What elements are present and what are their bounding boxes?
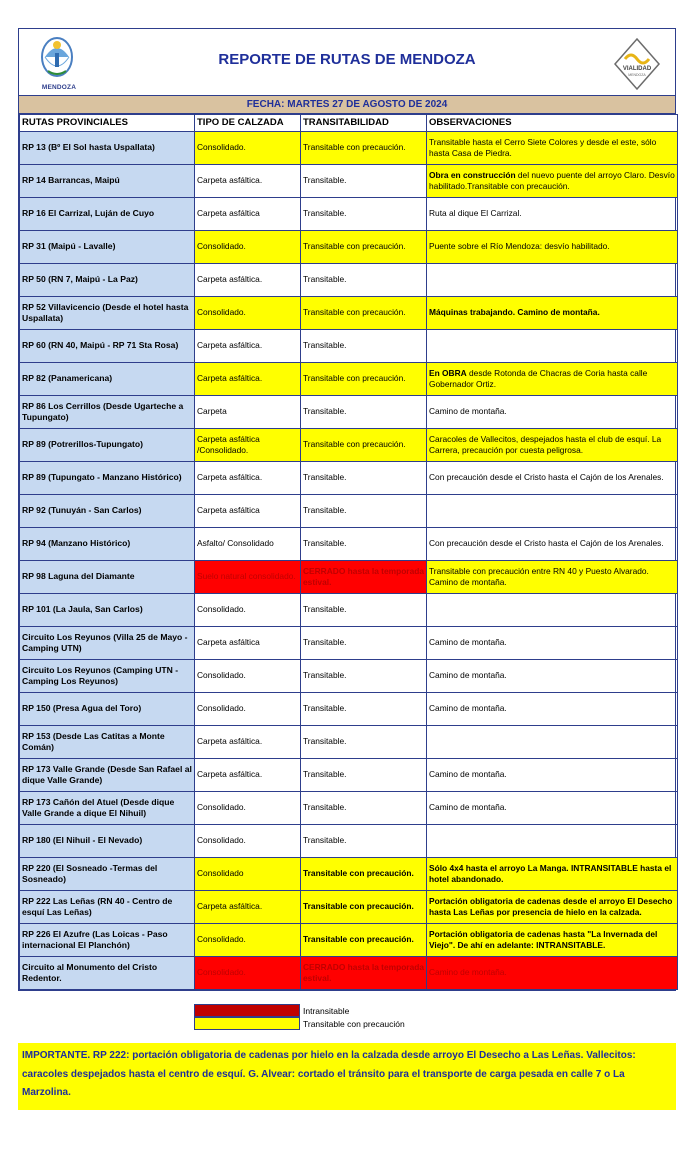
transitabilidad-cell: Transitable. [301, 594, 427, 627]
observation-text: Caracoles de Vallecitos, despejados hasta el club de esquí. La Carrera, precaución por cuesta peligrosa. [429, 433, 662, 455]
legend-label: Intransitable [303, 1005, 350, 1016]
legend-item-intransitable [194, 1004, 405, 1017]
transitabilidad-cell: Transitable. [301, 396, 427, 429]
route-name: RP 92 (Tunuyán - San Carlos) [20, 495, 195, 528]
calzada-cell: Consolidado. [195, 132, 301, 165]
mendoza-logo-caption: MENDOZA [41, 84, 77, 91]
legend-swatch-yellow [194, 1017, 300, 1030]
route-name: RP 173 Valle Grande (Desde San Rafael al dique Valle Grande) [20, 759, 195, 792]
observation-text: Camino de montaña. [429, 703, 507, 714]
observaciones-cell [427, 957, 678, 990]
route-name: RP 222 Las Leñas (RN 40 - Centro de esquí Las Leñas) [20, 891, 195, 924]
observaciones-cell [427, 726, 678, 759]
observation-highlight: Portación obligatoria de cadenas desde el arroyo El Desecho hasta Las Leñas por presencia de hielo en la calzada. [429, 895, 673, 917]
observaciones-cell [427, 165, 678, 198]
table-row [20, 957, 678, 990]
transitabilidad-cell: Transitable. [301, 165, 427, 198]
calzada-cell: Carpeta asfáltica. [195, 330, 301, 363]
observation-text: Camino de montaña. [429, 637, 507, 648]
transitabilidad-cell: Transitable. [301, 264, 427, 297]
observaciones-cell [427, 264, 678, 297]
legend-item-precaucion [194, 1017, 405, 1030]
table-row [20, 495, 678, 528]
table-row [20, 726, 678, 759]
observation-text: Transitable hasta el Cerro Siete Colores y desde el este, sólo hasta Casa de Piedra. [429, 136, 657, 158]
observation-highlight: Sólo 4x4 hasta el arroyo La Manga. INTRANSITABLE hasta el hotel abandonado. [429, 862, 672, 884]
calzada-cell: Carpeta asfáltica /Consolidado. [195, 429, 301, 462]
transitabilidad-cell: Transitable. [301, 528, 427, 561]
transitabilidad-cell: CERRADO hasta la temporada estival. [301, 957, 427, 990]
observation-highlight: Portación obligatoria de cadenas hasta "La Invernada del Viejo". De ahí en adelante: INTRANSITABLE. [429, 928, 658, 950]
calzada-cell: Carpeta asfáltica [195, 627, 301, 660]
calzada-cell: Carpeta asfáltica. [195, 759, 301, 792]
route-name: RP 60 (RN 40, Maipú - RP 71 Sta Rosa) [20, 330, 195, 363]
transitabilidad-cell: Transitable con precaución. [301, 858, 427, 891]
transitabilidad-cell: CERRADO hasta la temporada estival. [301, 561, 427, 594]
route-name: RP 98 Laguna del Diamante [20, 561, 195, 594]
observation-text: Con precaución desde el Cristo hasta el Cajón de los Arenales. [429, 472, 664, 483]
observaciones-cell [427, 528, 678, 561]
observaciones-cell [427, 594, 678, 627]
observation-text: Transitable con precaución entre RN 40 y Puesto Alvarado. Camino de montaña. [429, 565, 649, 587]
transitabilidad-cell: Transitable con precaución. [301, 429, 427, 462]
route-name: RP 86 Los Cerrillos (Desde Ugarteche a Tupungato) [20, 396, 195, 429]
calzada-cell: Consolidado. [195, 594, 301, 627]
route-name: RP 220 (El Sosneado -Termas del Sosneado) [20, 858, 195, 891]
table-row [20, 825, 678, 858]
table-row [20, 396, 678, 429]
calzada-cell: Carpeta asfáltica. [195, 891, 301, 924]
routes-table-body [20, 132, 678, 990]
route-name: RP 13 (Bº El Sol hasta Uspallata) [20, 132, 195, 165]
table-row [20, 759, 678, 792]
calzada-cell: Consolidado [195, 858, 301, 891]
calzada-cell: Consolidado. [195, 660, 301, 693]
observaciones-cell [427, 297, 678, 330]
table-row [20, 792, 678, 825]
observaciones-cell [427, 627, 678, 660]
transitabilidad-cell: Transitable. [301, 495, 427, 528]
observation-text: Ruta al dique El Carrizal. [429, 208, 522, 219]
table-row [20, 297, 678, 330]
table-row [20, 363, 678, 396]
observaciones-cell [427, 924, 678, 957]
observaciones-cell [427, 660, 678, 693]
route-name: RP 150 (Presa Agua del Toro) [20, 693, 195, 726]
route-name: RP 82 (Panamericana) [20, 363, 195, 396]
vialidad-logo [613, 37, 661, 91]
table-row [20, 165, 678, 198]
observation-text: Camino de montaña. [429, 802, 507, 813]
route-name: RP 101 (La Jaula, San Carlos) [20, 594, 195, 627]
route-name: RP 16 El Carrizal, Luján de Cuyo [20, 198, 195, 231]
observation-text: Camino de montaña. [429, 670, 507, 681]
route-name: RP 226 El Azufre (Las Loicas - Paso internacional El Planchón) [20, 924, 195, 957]
column-header-observaciones: OBSERVACIONES [427, 115, 678, 132]
transitabilidad-cell: Transitable. [301, 660, 427, 693]
calzada-cell: Carpeta [195, 396, 301, 429]
route-name: Circuito al Monumento del Cristo Redentor. [20, 957, 195, 990]
calzada-cell: Consolidado. [195, 957, 301, 990]
observaciones-cell [427, 825, 678, 858]
transitabilidad-cell: Transitable. [301, 198, 427, 231]
column-header-route: RUTAS PROVINCIALES [20, 115, 195, 132]
route-name: RP 31 (Maipú - Lavalle) [20, 231, 195, 264]
calzada-cell: Consolidado. [195, 693, 301, 726]
page-title: REPORTE DE RUTAS DE MENDOZA [218, 51, 476, 68]
table-row [20, 561, 678, 594]
report-date: FECHA: MARTES 27 DE AGOSTO DE 2024 [19, 95, 675, 114]
observaciones-cell [427, 396, 678, 429]
observation-text: del nuevo puente del arroyo Claro. Desvío habilitado.Transitable con precaución. [429, 169, 675, 191]
vialidad-logo-sub: MENDOZA [628, 73, 646, 77]
table-row [20, 330, 678, 363]
table-row [20, 132, 678, 165]
table-row [20, 693, 678, 726]
observaciones-cell [427, 330, 678, 363]
calzada-cell: Consolidado. [195, 825, 301, 858]
calzada-cell: Suelo natural consolidado. [195, 561, 301, 594]
report-header [19, 29, 675, 95]
legend-swatch-red [194, 1004, 300, 1017]
transitabilidad-cell: Transitable. [301, 627, 427, 660]
calzada-cell: Carpeta asfáltica [195, 198, 301, 231]
observaciones-cell [427, 858, 678, 891]
observation-text: Camino de montaña. [429, 967, 507, 978]
calzada-cell: Carpeta asfáltica. [195, 462, 301, 495]
calzada-cell: Consolidado. [195, 297, 301, 330]
observation-text: desde Rotonda de Chacras de Coria hasta calle Gobernador Ortiz. [429, 367, 648, 389]
observaciones-cell [427, 429, 678, 462]
table-row [20, 429, 678, 462]
route-name: RP 180 (El Nihuil - El Nevado) [20, 825, 195, 858]
legend [194, 1004, 405, 1030]
route-name: RP 52 Villavicencio (Desde el hotel hasta Uspallata) [20, 297, 195, 330]
observaciones-cell [427, 759, 678, 792]
vialidad-icon [613, 37, 661, 91]
table-row [20, 264, 678, 297]
table-row [20, 858, 678, 891]
transitabilidad-cell: Transitable. [301, 825, 427, 858]
observaciones-cell [427, 198, 678, 231]
legend-label: Transitable con precaución [303, 1018, 405, 1029]
transitabilidad-cell: Transitable con precaución. [301, 891, 427, 924]
observaciones-cell [427, 792, 678, 825]
observaciones-cell [427, 132, 678, 165]
calzada-cell: Consolidado. [195, 231, 301, 264]
observation-highlight: Máquinas trabajando. Camino de montaña. [429, 307, 600, 318]
transitabilidad-cell: Transitable. [301, 693, 427, 726]
routes-table [19, 114, 678, 990]
route-name: RP 14 Barrancas, Maipú [20, 165, 195, 198]
table-row [20, 198, 678, 231]
observaciones-cell [427, 363, 678, 396]
calzada-cell: Consolidado. [195, 792, 301, 825]
observation-highlight: Obra en construcción [429, 169, 516, 180]
calzada-cell: Carpeta asfáltica. [195, 165, 301, 198]
observaciones-cell [427, 495, 678, 528]
calzada-cell: Asfalto/ Consolidado [195, 528, 301, 561]
transitabilidad-cell: Transitable con precaución. [301, 231, 427, 264]
table-row [20, 627, 678, 660]
observaciones-cell [427, 891, 678, 924]
calzada-cell: Consolidado. [195, 924, 301, 957]
important-notice: IMPORTANTE. RP 222: portación obligatoria de cadenas por hielo en la calzada desde arroyo El Desecho a Las Leñas. Vallecitos: caracoles despejados hasta el centro de esquí. G. Alvear: cortado el tránsito para el transporte de carga pesada en calle 7 o La Marzolina. [18, 1043, 676, 1110]
transitabilidad-cell: Transitable con precaución. [301, 363, 427, 396]
table-row [20, 462, 678, 495]
report-frame [18, 28, 676, 991]
transitabilidad-cell: Transitable con precaución. [301, 297, 427, 330]
route-name: RP 50 (RN 7, Maipú - La Paz) [20, 264, 195, 297]
transitabilidad-cell: Transitable. [301, 759, 427, 792]
vialidad-logo-caption: VIALIDAD [622, 66, 652, 72]
table-row [20, 891, 678, 924]
calzada-cell: Carpeta asfáltica. [195, 726, 301, 759]
route-name: Circuito Los Reyunos (Camping UTN - Camping Los Reyunos) [20, 660, 195, 693]
table-row [20, 528, 678, 561]
observation-highlight: En OBRA [429, 367, 467, 378]
table-row [20, 660, 678, 693]
route-name: RP 89 (Tupungato - Manzano Histórico) [20, 462, 195, 495]
observaciones-cell [427, 693, 678, 726]
observation-text: Camino de montaña. [429, 406, 507, 417]
transitabilidad-cell: Transitable con precaución. [301, 132, 427, 165]
table-row [20, 924, 678, 957]
route-name: RP 89 (Potrerillos-Tupungato) [20, 429, 195, 462]
transitabilidad-cell: Transitable. [301, 462, 427, 495]
observaciones-cell [427, 231, 678, 264]
column-header-calzada: TIPO DE CALZADA [195, 115, 301, 132]
observaciones-cell [427, 561, 678, 594]
table-row [20, 594, 678, 627]
calzada-cell: Carpeta asfáltica. [195, 264, 301, 297]
observation-text: Puente sobre el Río Mendoza: desvío habilitado. [429, 241, 610, 252]
observation-text: Con precaución desde el Cristo hasta el Cajón de los Arenales. [429, 538, 664, 549]
table-row [20, 231, 678, 264]
route-name: RP 94 (Manzano Histórico) [20, 528, 195, 561]
transitabilidad-cell: Transitable. [301, 792, 427, 825]
transitabilidad-cell: Transitable con precaución. [301, 924, 427, 957]
transitabilidad-cell: Transitable. [301, 330, 427, 363]
observaciones-cell [427, 462, 678, 495]
route-name: Circuito Los Reyunos (Villa 25 de Mayo - Camping UTN) [20, 627, 195, 660]
transitabilidad-cell: Transitable. [301, 726, 427, 759]
observation-text: Camino de montaña. [429, 769, 507, 780]
calzada-cell: Carpeta asfáltica [195, 495, 301, 528]
route-name: RP 153 (Desde Las Catitas a Monte Comán) [20, 726, 195, 759]
column-header-transitabilidad: TRANSITABILIDAD [301, 115, 427, 132]
calzada-cell: Carpeta asfáltica. [195, 363, 301, 396]
route-name: RP 173 Cañón del Atuel (Desde dique Valle Grande a dique El Nihuil) [20, 792, 195, 825]
